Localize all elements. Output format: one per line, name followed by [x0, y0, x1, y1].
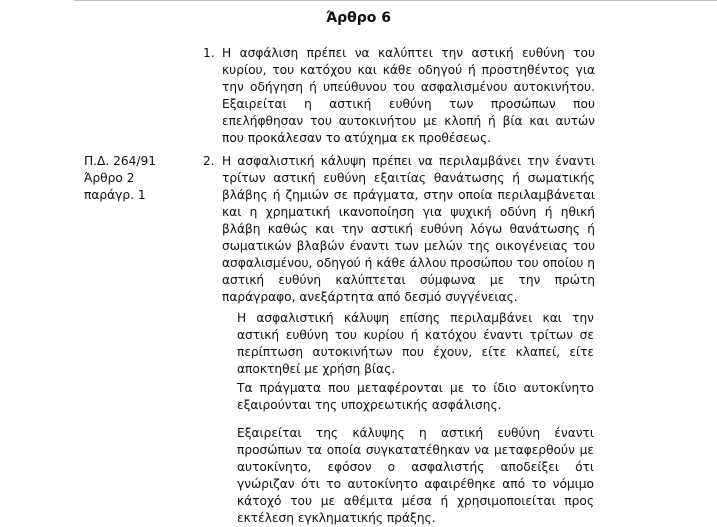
paragraph: Τα πράγματα που μεταφέρονται με το ίδιο αυτοκίνητο εξαιρούνται της υποχρεωτικής ασφάλισης.	[237, 381, 594, 412]
item-text: Η ασφαλιστική κάλυψη πρέπει να περιλαμβάνει την έναντι τρίτων αστική ευθύνη εξαιτίας θανάτωσης ή σωματικής βλάβης ή ζημιών σε πράγματα, στην οποία περιλαμβάνεται και η χρηματική ικανοποίηση για ψυχική οδύνη ή ηθική βλάβη καθώς και την αστική ευθύνη λόγω θανάτωσης ή σωματικών βλαβών έναντι των μελών της οικογένειας του ασφαλισμένου, οδηγού ή κάθε άλλου προσώπου του οποίου η αστική ευθύνη καλύπτεται σύμφωνα με την πρώτη παράγραφο, ανεξάρτητα από δεσμό συγγένειας.	[222, 154, 595, 304]
item-number: 1.	[203, 46, 215, 60]
item-text: Η ασφάλιση πρέπει να καλύπτει την αστική ευθύνη του κυρίου, του κατόχου και κάθε οδηγού ή προστηθέντος για την οδήγηση ή υπεύθυνου του ασφαλισμένου αυτοκινήτου. Εξαιρείται η αστική ευθύνη των προσώπων που επελήφθησαν του αυτοκινήτου με κλοπή ή βία και αυτών που προκάλεσαν το ατύχημα εκ προθέσεως.	[222, 46, 595, 145]
margin-note-line: Π.Δ. 264/91	[84, 154, 157, 168]
top-rule	[74, 0, 717, 1]
margin-note-line: παράγρ. 1	[84, 188, 146, 202]
paragraph: Η ασφαλιστική κάλυψη επίσης περιλαμβάνει και την αστική ευθύνη του κυρίου ή κατόχου έναντι τρίτων σε περίπτωση αυτοκινήτων που έχουν, είτε κλαπεί, είτε αποκτηθεί με χρήση βίας.	[237, 311, 594, 376]
margin-note	[84, 153, 194, 204]
numbered-item-2	[203, 153, 595, 306]
numbered-item-1	[203, 45, 595, 147]
item-number: 2.	[203, 154, 215, 168]
margin-note-line: Άρθρο 2	[84, 171, 135, 185]
paragraph: Εξαιρείται της κάλυψης η αστική ευθύνη έναντι προσώπων τα οποία συγκατατέθηκαν να μεταφερθούν με αυτοκίνητο, εφόσον ο ασφαλιστής αποδείξει ότι γνώριζαν ότι το αυτοκίνητο αφαιρέθηκε από το νόμιμο κάτοχό του με αθέμιτα μέσα ή χρησιμοποιείται προς εκτέλεση εγκληματικής πράξης.	[237, 426, 594, 525]
article-title: Άρθρο 6	[325, 10, 392, 26]
